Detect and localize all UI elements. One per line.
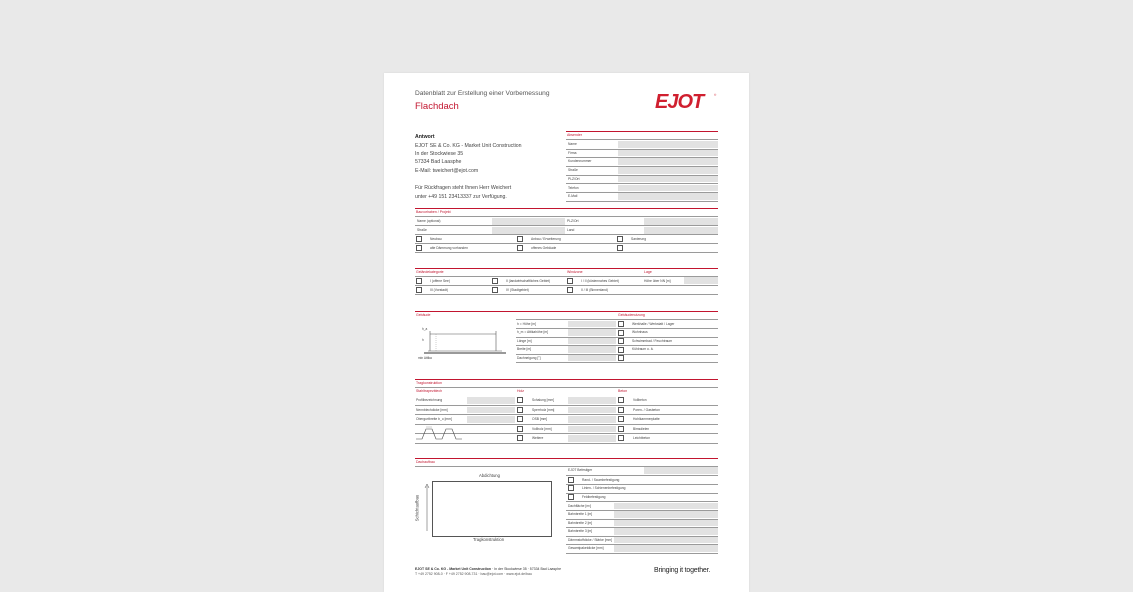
checkbox[interactable] (618, 407, 624, 413)
datasheet-page (384, 73, 749, 592)
registered-mark: ® (714, 93, 717, 97)
befestiger-label: Rand- / Saumbefestigung (582, 477, 620, 482)
dach-rule (415, 458, 718, 459)
stahl-label: Profilbezeichnung (416, 398, 443, 402)
nutzung-label: Werkhalle / Werkstatt / Lager (632, 321, 675, 326)
befestiger-heading: EJOT Befestiger (568, 468, 593, 472)
stahl-label: Obergurtbreite b_o [mm] (416, 417, 452, 421)
checkbox[interactable] (416, 287, 422, 293)
absender-field-label: Kundennummer (568, 159, 592, 164)
beton-label: Hohlkammerplatte (633, 417, 660, 421)
checkbox[interactable] (568, 477, 574, 483)
absender-field-input[interactable] (618, 185, 718, 192)
footer-contact: T +49 2752 908-0 · F +49 2752 908-731 · bau@ejot.com · www.ejot.de/bau (415, 572, 532, 576)
nutzung-label: Schwimmbad / Feuchtraum (632, 338, 673, 343)
checkbox[interactable] (618, 416, 624, 422)
befestiger-input[interactable] (644, 467, 718, 474)
antwort-line: Für Rückfragen steht Ihnen Herr Weichert (415, 185, 512, 191)
gebaeude-field-label: Breite [m] (517, 347, 532, 351)
nutzung-heading: Gebäudenutzung (618, 313, 645, 317)
beton-label: Vollbeton (633, 398, 647, 402)
holz-input[interactable] (568, 407, 616, 414)
absender-heading: Absender (567, 133, 582, 137)
stahl-label: Nennblechdicke [mm] (416, 407, 448, 412)
ejot-logo: EJOT (655, 91, 704, 113)
gebaeude-field-label: Dachneigung [°] (517, 355, 541, 360)
checkbox[interactable] (492, 287, 498, 293)
antwort-heading: Antwort (415, 134, 435, 140)
gebaeude-field-input[interactable] (568, 355, 616, 362)
dach-field-input[interactable] (614, 537, 718, 544)
name-input[interactable] (492, 218, 565, 225)
dach-field-label: Bahnbreite 1 [m] (568, 512, 593, 516)
holz-input[interactable] (568, 426, 616, 433)
lage-heading: Lage (644, 270, 652, 274)
footer-address: · In der Stockwiese 35 · 57334 Bad Laasphe (491, 567, 562, 571)
checkbox[interactable] (567, 287, 573, 293)
beton-label: Bimsdielen (633, 426, 650, 431)
check-label: III (Vorstadt) (430, 288, 448, 292)
lage-label: Höhe über NN [m] (644, 279, 671, 283)
checkbox[interactable] (618, 338, 624, 344)
checkbox[interactable] (517, 416, 523, 422)
holz-label: Schalung [mm] (532, 398, 554, 402)
layer-diagram-box (432, 481, 552, 537)
stahl-heading: Stahltrapezblech (416, 389, 443, 393)
antwort-line: In der Stockwiese 35 (415, 151, 464, 157)
gebaeude-field-label: Länge [m] (517, 338, 532, 343)
dach-field-input[interactable] (614, 503, 718, 510)
gebaeude-heading: Gebäude (416, 313, 431, 317)
checkbox[interactable] (416, 236, 422, 242)
stahl-input[interactable] (467, 407, 515, 414)
gebaeude-field-input[interactable] (568, 329, 616, 336)
checkbox[interactable] (617, 236, 623, 242)
antwort-line: EJOT SE & Co. KG - Market Unit Construction (415, 143, 522, 149)
hoehe-input[interactable] (684, 277, 718, 284)
dach-heading: Dachaufbau (416, 460, 435, 464)
check-label: offenes Gebäude (531, 246, 557, 250)
absender-field-input[interactable] (618, 167, 718, 174)
befestiger-label: Feldbefestigung (582, 494, 606, 499)
absender-field-input[interactable] (618, 176, 718, 183)
field-label: Straße (417, 228, 427, 232)
dach-field-label: Dachfläche [m²] (568, 503, 592, 508)
gebaeude-field-input[interactable] (568, 338, 616, 345)
doc-title: Flachdach (415, 101, 459, 112)
absender-field-label: Telefon (568, 185, 579, 190)
gebaeude-field-input[interactable] (568, 321, 616, 328)
trag-rule (415, 379, 718, 380)
checkbox[interactable] (618, 355, 624, 361)
dach-field-input[interactable] (614, 520, 718, 527)
building-diagram (418, 321, 508, 361)
windzone-heading: Windzone (567, 270, 583, 274)
holz-input[interactable] (568, 416, 616, 423)
trag-heading: Tragkonstruktion (416, 381, 442, 385)
box-left-label: Schichtaufbau (414, 494, 420, 522)
absender-field-label: Name (568, 142, 577, 146)
holz-label: Vollholz [mm] (532, 426, 552, 431)
checkbox[interactable] (618, 321, 624, 327)
diagram-label: h (422, 338, 424, 342)
checkbox[interactable] (416, 278, 422, 284)
antwort-line: unter +49 151 23413337 zur Verfügung. (415, 194, 507, 200)
absender-rule (566, 131, 718, 132)
check-label: alte Dämmung vorhanden (430, 246, 468, 250)
gelaende-rule (415, 268, 718, 269)
checkbox[interactable] (618, 397, 624, 403)
dach-field-label: Bahnbreite 3 [m] (568, 529, 593, 533)
absender-field-input[interactable] (618, 150, 718, 157)
checkbox[interactable] (618, 330, 624, 336)
diagram-label: min Attika (418, 356, 432, 360)
dach-field-input[interactable] (614, 511, 718, 518)
gelaende-heading: Geländekategorie (416, 270, 444, 274)
stahl-input[interactable] (467, 416, 515, 423)
absender-field-input[interactable] (618, 141, 718, 148)
dach-field-label: Dämmstoffdicke / Stärke [mm] (568, 537, 613, 542)
checkbox[interactable] (517, 236, 523, 242)
land-input[interactable] (644, 227, 718, 234)
gebaeude-rule (415, 311, 718, 312)
field-label: PLZ/Ort (567, 219, 579, 223)
check-label: IV (Stadtgebiet) (506, 288, 529, 292)
dach-field-input[interactable] (614, 528, 718, 535)
gebaeude-field-label: h = Höhe [m] (517, 321, 536, 326)
absender-field-input[interactable] (618, 158, 718, 165)
check-label: Sanierung (631, 237, 647, 241)
holz-input[interactable] (568, 397, 616, 404)
check-label: Neubau (430, 237, 442, 241)
bauvorhaben-heading: Bauvorhaben / Projekt (416, 210, 451, 214)
strasse-input[interactable] (492, 227, 565, 234)
checkbox[interactable] (517, 397, 523, 403)
field-label: Name (optional) (417, 219, 441, 223)
dach-field-label: Bahnbreite 2 [m] (568, 520, 593, 525)
plz-ort-input[interactable] (644, 218, 718, 225)
absender-field-input[interactable] (618, 193, 718, 200)
box-bottom-label: Tragkonstruktion (473, 537, 505, 542)
beton-label: Poren- / Gasbeton (633, 407, 660, 412)
dach-field-input[interactable] (614, 545, 718, 552)
checkbox[interactable] (517, 407, 523, 413)
check-label: II (landwirtschaftliches Gebiet) (506, 279, 551, 283)
absender-field-label: Straße (568, 168, 578, 173)
checkbox[interactable] (492, 278, 498, 284)
holz-input[interactable] (568, 435, 616, 442)
footer-line (415, 567, 561, 571)
checkbox[interactable] (618, 426, 624, 432)
check-label: I (offene See) (430, 279, 450, 283)
holz-label: OSB [mm] (532, 417, 548, 421)
checkbox[interactable] (618, 347, 624, 353)
check-label: II / III (Binnenland) (581, 288, 608, 292)
doc-subtitle: Datenblatt zur Erstellung einer Vorbemessung (415, 90, 550, 97)
checkbox[interactable] (568, 494, 574, 500)
trapezblech-profile-diagram (416, 425, 462, 441)
check-label: I / II (küstennahes Gebiet) (581, 279, 619, 283)
box-top-label: Abdichtung (479, 473, 500, 478)
stahl-input[interactable] (467, 397, 515, 404)
checkbox[interactable] (517, 435, 523, 441)
diagram-label: h_a (422, 327, 428, 331)
holz-heading: Holz (517, 389, 525, 393)
checkbox[interactable] (567, 278, 573, 284)
antwort-line: E-Mail: tweichert@ejot.com (415, 168, 479, 174)
check-label: Anbau / Erweiterung (531, 237, 561, 241)
absender-field-label: Firma (568, 150, 577, 155)
gebaeude-field-label: h_m = Attikahöhe [m] (517, 330, 549, 334)
checkbox[interactable] (568, 485, 574, 491)
nutzung-label: Kühlraum o. ä. (632, 347, 654, 351)
footer-company: EJOT SE & Co. KG - Market Unit Construction (415, 567, 492, 571)
checkbox[interactable] (618, 435, 624, 441)
holz-label: Sperrholz [mm] (532, 407, 555, 412)
dach-field-label: Gesamtpaketdicke [mm] (568, 546, 604, 550)
arrow-up-icon (424, 483, 430, 533)
antwort-line: 57334 Bad Laasphe (415, 159, 462, 165)
checkbox[interactable] (416, 245, 422, 251)
absender-field-label: PLZ/Ort (568, 176, 580, 181)
gebaeude-field-input[interactable] (568, 346, 616, 353)
field-label: Land (567, 228, 575, 232)
beton-heading: Beton (618, 389, 628, 393)
checkbox[interactable] (617, 245, 623, 251)
bauvorhaben-rule (415, 208, 718, 209)
absender-field-label: E-Mail (568, 194, 578, 199)
beton-label: Leichtbeton (633, 436, 651, 440)
slogan: Bringing it together. (654, 567, 711, 574)
checkbox[interactable] (517, 245, 523, 251)
checkbox[interactable] (517, 426, 523, 432)
nutzung-label: Wohnhaus (632, 330, 648, 334)
holz-label: Weitere (532, 436, 544, 440)
befestiger-label: Linien- / Schienenbefestigung (582, 486, 626, 490)
